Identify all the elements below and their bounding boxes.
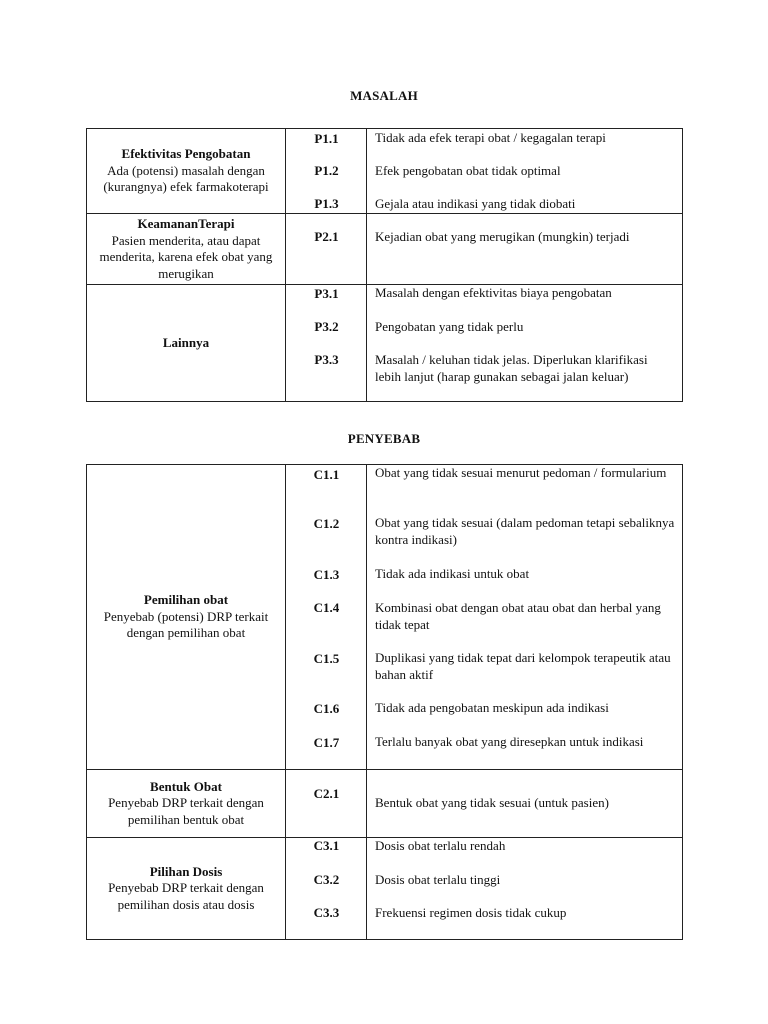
cause-description: Obat yang tidak sesuai (dalam pedoman tetapi sebaliknya kontra indikasi) — [375, 515, 675, 547]
cause-description: Frekuensi regimen dosis tidak cukup — [375, 905, 567, 920]
problem-description: Masalah dengan efektivitas biaya pengobatan — [375, 285, 612, 300]
category-title: Pemilihan obat — [143, 592, 229, 608]
code-cell — [286, 770, 367, 838]
table-row — [87, 770, 683, 838]
masalah-table — [86, 128, 683, 402]
problem-code: P1.3 — [314, 196, 339, 211]
description-cell — [367, 129, 683, 214]
penyebab-title: PENYEBAB — [347, 431, 421, 446]
cause-code: C1.4 — [313, 600, 340, 615]
problem-code: P3.2 — [314, 319, 339, 334]
category-description: Penyebab DRP terkait dengan pemilihan bentuk obat — [108, 795, 264, 827]
table-row — [87, 285, 683, 402]
category-title: KeamananTerapi — [137, 216, 235, 231]
category-description: Penyebab DRP terkait dengan pemilihan dosis atau dosis — [108, 880, 264, 912]
problem-description: Gejala atau indikasi yang tidak diobati — [375, 196, 576, 211]
cause-description: Dosis obat terlalu rendah — [375, 838, 506, 853]
code-cell — [286, 129, 367, 214]
problem-description: Masalah / keluhan tidak jelas. Diperlukan klarifikasi lebih lanjut (harap gunakan sebagai jalan keluar) — [375, 352, 648, 384]
category-description: Ada (potensi) masalah dengan (kurangnya) efek farmakoterapi — [103, 162, 269, 195]
category-cell — [87, 838, 286, 940]
category-title: Bentuk Obat — [150, 778, 222, 794]
masalah-title: MASALAH — [350, 88, 418, 103]
description-cell — [367, 770, 683, 838]
description-cell — [367, 214, 683, 285]
description-cell — [367, 285, 683, 402]
problem-description: Kejadian obat yang merugikan (mungkin) terjadi — [375, 229, 630, 244]
table-row — [87, 465, 683, 770]
category-cell — [87, 285, 286, 402]
category-title: Lainnya — [162, 334, 210, 350]
category-cell — [87, 465, 286, 770]
category-title: Pilihan Dosis — [149, 863, 223, 879]
category-description: Pasien menderita, atau dapat menderita, karena efek obat yang merugikan — [99, 232, 273, 281]
problem-code: P2.1 — [314, 229, 339, 244]
cause-code: C3.2 — [313, 872, 340, 887]
cause-description: Tidak ada indikasi untuk obat — [375, 566, 530, 581]
category-cell — [87, 129, 286, 214]
problem-code: P1.1 — [314, 131, 339, 146]
cause-description: Kombinasi obat dengan obat atau obat dan herbal yang tidak tepat — [375, 600, 661, 632]
category-cell — [87, 214, 286, 285]
description-cell — [367, 465, 683, 770]
cause-description: Duplikasi yang tidak tepat dari kelompok terapeutik atau bahan aktif — [375, 650, 671, 682]
table-row — [87, 129, 683, 214]
cause-code: C3.3 — [313, 905, 340, 920]
code-cell — [286, 285, 367, 402]
category-description: Penyebab (potensi) DRP terkait dengan pemilihan obat — [103, 608, 269, 641]
cause-description: Terlalu banyak obat yang diresepkan untuk indikasi — [375, 734, 644, 749]
problem-description: Tidak ada efek terapi obat / kegagalan terapi — [375, 130, 606, 145]
cause-code: C1.1 — [313, 467, 340, 482]
table-row — [87, 838, 683, 940]
cause-description: Bentuk obat yang tidak sesuai (untuk pasien) — [375, 795, 609, 810]
category-cell — [87, 770, 286, 838]
penyebab-table — [86, 464, 683, 940]
table-row — [87, 214, 683, 285]
cause-code: C1.2 — [313, 516, 340, 531]
code-cell — [286, 214, 367, 285]
code-cell — [286, 838, 367, 940]
cause-code: C3.1 — [313, 838, 340, 853]
cause-code: C2.1 — [313, 786, 340, 801]
cause-description: Tidak ada pengobatan meskipun ada indikasi — [375, 700, 609, 715]
code-cell — [286, 465, 367, 770]
cause-code: C1.7 — [313, 735, 340, 750]
cause-code: C1.5 — [313, 651, 340, 666]
problem-description: Efek pengobatan obat tidak optimal — [375, 163, 561, 178]
cause-description: Dosis obat terlalu tinggi — [375, 872, 501, 887]
cause-description: Obat yang tidak sesuai menurut pedoman / formularium — [375, 465, 667, 480]
cause-code: C1.6 — [313, 701, 340, 716]
problem-code: P3.3 — [314, 352, 339, 367]
description-cell — [367, 838, 683, 940]
problem-code: P3.1 — [314, 286, 339, 301]
problem-description: Pengobatan yang tidak perlu — [375, 319, 524, 334]
category-title: Efektivitas Pengobatan — [121, 146, 251, 162]
problem-code: P1.2 — [314, 163, 339, 178]
cause-code: C1.3 — [313, 567, 340, 582]
